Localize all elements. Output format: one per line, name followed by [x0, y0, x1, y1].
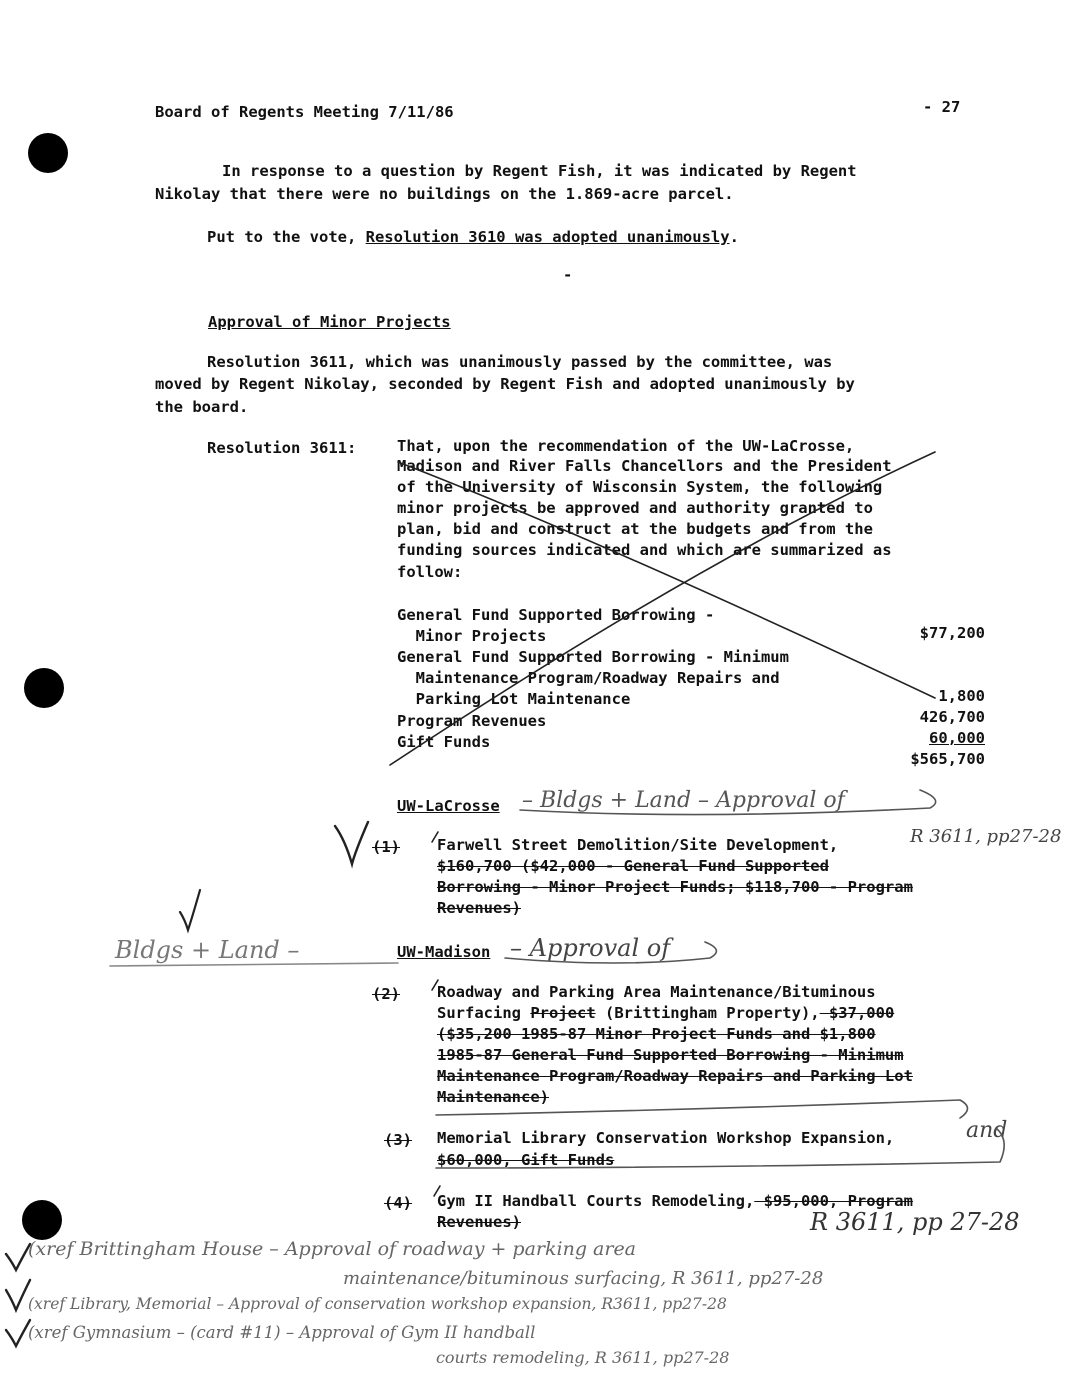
struck-line: Revenues) — [437, 899, 521, 917]
item-text: Roadway and Parking Area Maintenance/Bituminous — [437, 983, 876, 1001]
funding-label: Maintenance Program/Roadway Repairs and — [397, 669, 780, 687]
struck-line: ($35,200 1985-87 Minor Project Funds and $1,800 — [437, 1025, 876, 1043]
item-text: Farwell Street Demolition/Site Development, — [437, 836, 839, 854]
item-text: Memorial Library Conservation Workshop Expansion, — [437, 1129, 895, 1147]
resolution-line: follow: — [397, 563, 463, 581]
page-number: - 27 — [923, 98, 961, 116]
circle-loop — [436, 1128, 1004, 1168]
circle-loop — [436, 1100, 968, 1118]
funding-amount: 1,800 — [938, 687, 985, 705]
left-margin-note: Bldgs + Land – — [115, 936, 300, 964]
funding-label: Program Revenues — [397, 712, 547, 730]
funding-total: $565,700 — [910, 750, 985, 768]
xref-note: (xref Gymnasium – (card #11) – Approval of Gym II handball — [28, 1323, 536, 1342]
xref-note: maintenance/bituminous surfacing, R 3611, pp27-28 — [280, 1268, 824, 1289]
paragraph-line: the board. — [155, 398, 249, 416]
resolution-line: plan, bid and construct at the budgets and from the — [397, 520, 873, 538]
struck-line: Borrowing - Minor Project Funds; $118,700 - Program — [437, 878, 913, 896]
checkmark-icon — [335, 822, 368, 864]
item-number: (1) — [372, 838, 400, 856]
item-text: Surfacing Project (Brittingham Property), $37,000 — [437, 1004, 895, 1022]
page-title: Board of Regents Meeting 7/11/86 — [155, 103, 454, 121]
struck-line: Maintenance Program/Roadway Repairs and Parking Lot — [437, 1067, 913, 1085]
funding-label: Gift Funds — [397, 733, 491, 751]
item-number: (4) — [384, 1194, 412, 1212]
xref-note: (xref Library, Memorial – Approval of conservation workshop expansion, R3611, pp27-28 — [28, 1295, 727, 1313]
resolution-line: Madison and River Falls Chancellors and the President — [397, 457, 892, 475]
struck-line: Maintenance) — [437, 1088, 549, 1106]
checkmark-icon — [6, 1280, 30, 1310]
madison-heading: UW-Madison — [397, 943, 491, 961]
handwritten-and: and — [966, 1118, 1008, 1143]
margin-reference-note: R 3611, pp 27-28 — [810, 1208, 1020, 1236]
funding-amount: $77,200 — [919, 624, 985, 642]
funding-amount: 60,000 — [929, 729, 985, 747]
cross-out-stroke — [398, 462, 935, 698]
struck-line: 1985-87 General Fund Supported Borrowing - Minimum — [437, 1046, 904, 1064]
struck-line: $60,000, Gift Funds — [437, 1151, 615, 1169]
tick-mark — [434, 1186, 440, 1196]
paragraph-line: Nikolay that there were no buildings on the 1.869-acre parcel. — [155, 185, 734, 203]
checkmark-icon — [180, 890, 200, 930]
lacrosse-heading: UW-LaCrosse — [397, 797, 500, 815]
struck-line: $160,700 ($42,000 - General Fund Supported — [437, 857, 829, 875]
paragraph-line: moved by Regent Nikolay, seconded by Regent Fish and adopted unanimously by — [155, 375, 855, 393]
resolution-line: That, upon the recommendation of the UW-LaCrosse, — [397, 437, 855, 455]
tick-mark — [432, 980, 438, 990]
item-text: Gym II Handball Courts Remodeling, $95,000, Program — [437, 1192, 913, 1210]
tick-mark — [432, 832, 438, 842]
funding-label: General Fund Supported Borrowing - Minimum — [397, 648, 789, 666]
paragraph-line: Resolution 3611, which was unanimously passed by the committee, was — [207, 353, 833, 371]
cross-out-stroke — [390, 452, 935, 765]
resolution-line: minor projects be approved and authority granted to — [397, 499, 873, 517]
vote-line: Put to the vote, Resolution 3610 was adopted unanimously. — [207, 228, 739, 246]
section-heading: Approval of Minor Projects — [208, 313, 451, 331]
handwritten-approval-note: – Approval of — [510, 934, 671, 962]
margin-reference-note: R 3611, pp27-28 — [910, 826, 1062, 847]
separator-dash: - — [563, 266, 573, 284]
checkmark-icon — [6, 1320, 30, 1346]
paragraph-line: In response to a question by Regent Fish, it was indicated by Regent — [222, 162, 857, 180]
funding-label: Minor Projects — [397, 627, 547, 645]
resolution-line: of the University of Wisconsin System, the following — [397, 478, 883, 496]
underline-stroke — [110, 963, 398, 966]
resolution-label: Resolution 3611: — [207, 439, 357, 457]
item-number: (3) — [384, 1131, 412, 1149]
item-number: (2) — [372, 985, 400, 1003]
funding-amount: 426,700 — [919, 708, 985, 726]
handwritten-approval-note: – Bldgs + Land – Approval of — [522, 788, 845, 813]
circle-loop — [520, 790, 936, 815]
circle-loop — [505, 942, 716, 963]
xref-note: courts remodeling, R 3611, pp27-28 — [380, 1348, 730, 1367]
checkmark-icon — [6, 1244, 30, 1270]
xref-note: (xref Brittingham House – Approval of roadway + parking area — [28, 1238, 637, 1260]
struck-line: Revenues) — [437, 1213, 521, 1231]
funding-label: Parking Lot Maintenance — [397, 690, 631, 708]
resolution-line: funding sources indicated and which are summarized as — [397, 541, 892, 559]
funding-label: General Fund Supported Borrowing - — [397, 606, 715, 624]
